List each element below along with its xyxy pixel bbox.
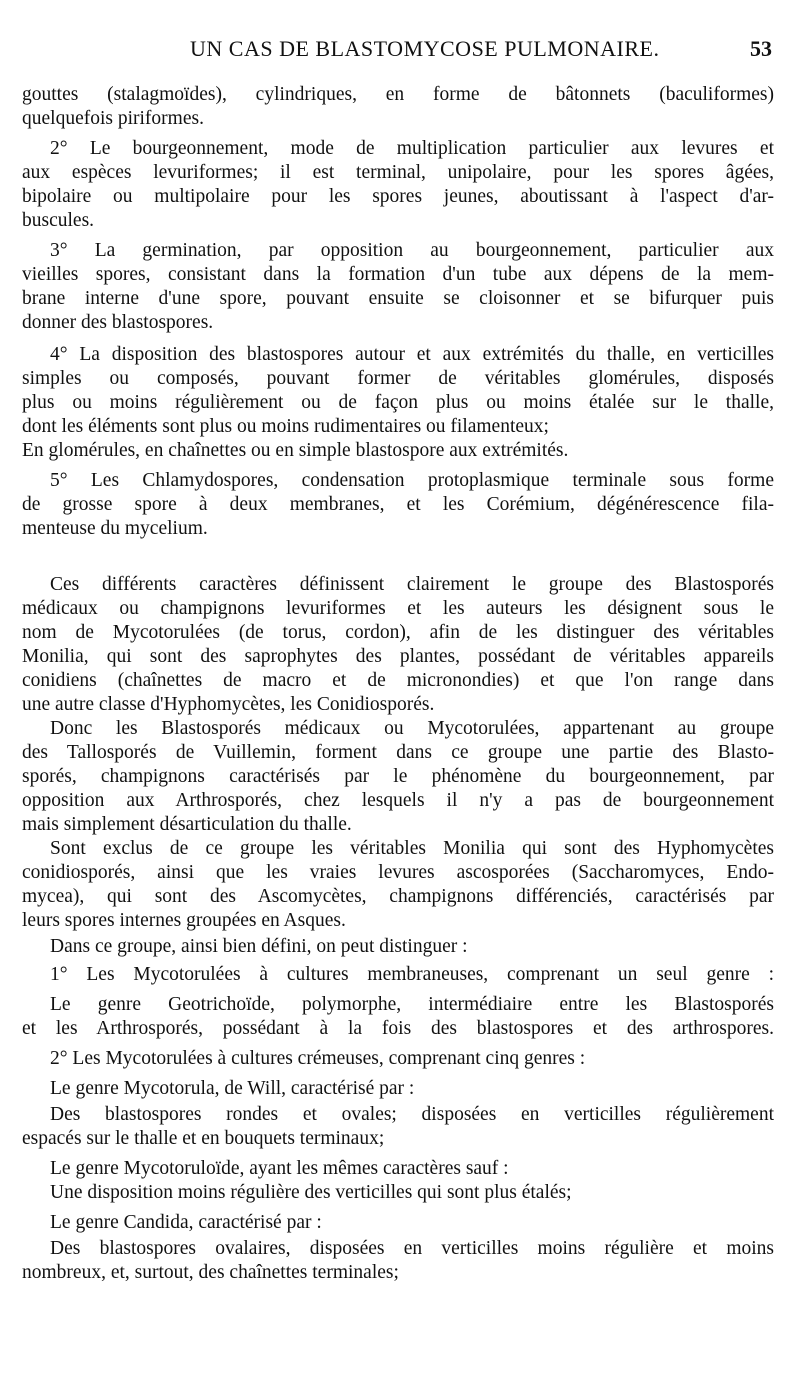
text-line: bipolaire ou multipolaire pour les spores jeunes, aboutissant à l'aspect d'ar-	[22, 186, 774, 207]
text-line: médicaux ou champignons levuriformes et les auteurs les désignent sous le	[22, 598, 774, 619]
text-line: Des blastospores rondes et ovales; disposées en verticilles régulièrement	[50, 1104, 774, 1125]
text-line: leurs spores internes groupées en Asques.	[22, 910, 346, 931]
text-line: brane interne d'une spore, pouvant ensuite se cloisonner et se bifurquer puis	[22, 288, 774, 309]
text-line: Des blastospores ovalaires, disposées en verticilles moins régulière et moins	[50, 1238, 774, 1259]
text-line: 1° Les Mycotorulées à cultures membraneuses, comprenant un seul genre :	[50, 964, 774, 985]
text-line: Monilia, qui sont des saprophytes des plantes, possédant de véritables appareils	[22, 646, 774, 667]
text-line: de grosse spore à deux membranes, et les Corémium, dégénérescence fila-	[22, 494, 774, 515]
text-line: 4° La disposition des blastospores autour et aux extrémités du thalle, en verticilles	[50, 344, 774, 365]
page-number: 53	[750, 36, 772, 61]
text-line: gouttes (stalagmoïdes), cylindriques, en forme de bâtonnets (baculiformes)	[22, 84, 774, 105]
text-line: simples ou composés, pouvant former de véritables glomérules, disposés	[22, 368, 774, 389]
text-line: Le genre Mycotorula, de Will, caractérisé par :	[50, 1078, 415, 1099]
text-line: Dans ce groupe, ainsi bien défini, on peut distinguer :	[50, 936, 468, 957]
text-line: aux espèces levuriformes; il est terminal, unipolaire, pour les spores âgées,	[22, 162, 774, 183]
text-line: buscules.	[22, 210, 95, 231]
text-line: Sont exclus de ce groupe les véritables Monilia qui sont des Hyphomycètes	[50, 838, 774, 859]
text-line: Une disposition moins régulière des verticilles qui sont plus étalés;	[50, 1182, 572, 1203]
text-line: opposition aux Arthrosporés, chez lesquels il n'y a pas de bourgeonnement	[22, 790, 774, 811]
text-line: dont les éléments sont plus ou moins rudimentaires ou filamenteux;	[22, 416, 549, 437]
running-title: UN CAS DE BLASTOMYCOSE PULMONAIRE.	[190, 36, 660, 61]
text-line: Donc les Blastosporés médicaux ou Mycotorulées, appartenant au groupe	[50, 718, 774, 739]
text-line: 2° Le bourgeonnement, mode de multiplication particulier aux levures et	[50, 138, 774, 159]
text-line: 3° La germination, par opposition au bourgeonnement, particulier aux	[50, 240, 774, 261]
text-line: quelquefois piriformes.	[22, 108, 204, 129]
text-line: conidiosporés, ainsi que les vraies levures ascosporées (Saccharomyces, Endo-	[22, 862, 774, 883]
text-line: nom de Mycotorulées (de torus, cordon), afin de les distinguer des véritables	[22, 622, 774, 643]
text-line: 5° Les Chlamydospores, condensation protoplasmique terminale sous forme	[50, 470, 774, 491]
text-line: et les Arthrosporés, possédant à la fois des blastospores et des arthrospores.	[22, 1018, 774, 1039]
text-line: nombreux, et, surtout, des chaînettes terminales;	[22, 1262, 399, 1283]
text-line: sporés, champignons caractérisés par le phénomène du bourgeonnement, par	[22, 766, 774, 787]
text-line: menteuse du mycelium.	[22, 518, 208, 539]
text-line: Ces différents caractères définissent clairement le groupe des Blastosporés	[50, 574, 774, 595]
text-line: Le genre Geotrichoïde, polymorphe, intermédiaire entre les Blastosporés	[50, 994, 774, 1015]
text-line: plus ou moins régulièrement ou de façon plus ou moins étalée sur le thalle,	[22, 392, 774, 413]
page-header	[0, 36, 800, 66]
text-line: mycea), qui sont des Ascomycètes, champignons différenciés, caractérisés par	[22, 886, 774, 907]
text-line: mais simplement désarticulation du thalle.	[22, 814, 352, 835]
text-line: espacés sur le thalle et en bouquets terminaux;	[22, 1128, 385, 1149]
text-line: des Tallosporés de Vuillemin, forment dans ce groupe une partie des Blasto-	[22, 742, 774, 763]
text-line: vieilles spores, consistant dans la formation d'un tube aux dépens de la mem-	[22, 264, 774, 285]
text-line: conidiens (chaînettes de macro et de micronondies) et que l'on range dans	[22, 670, 774, 691]
text-line: 2° Les Mycotorulées à cultures crémeuses, comprenant cinq genres :	[50, 1048, 586, 1069]
text-line: En glomérules, en chaînettes ou en simple blastospore aux extrémités.	[22, 440, 569, 461]
text-line: donner des blastospores.	[22, 312, 214, 333]
text-line: Le genre Mycotoruloïde, ayant les mêmes caractères sauf :	[50, 1158, 509, 1179]
text-line: Le genre Candida, caractérisé par :	[50, 1212, 322, 1233]
text-line: une autre classe d'Hyphomycètes, les Conidiosporés.	[22, 694, 435, 715]
